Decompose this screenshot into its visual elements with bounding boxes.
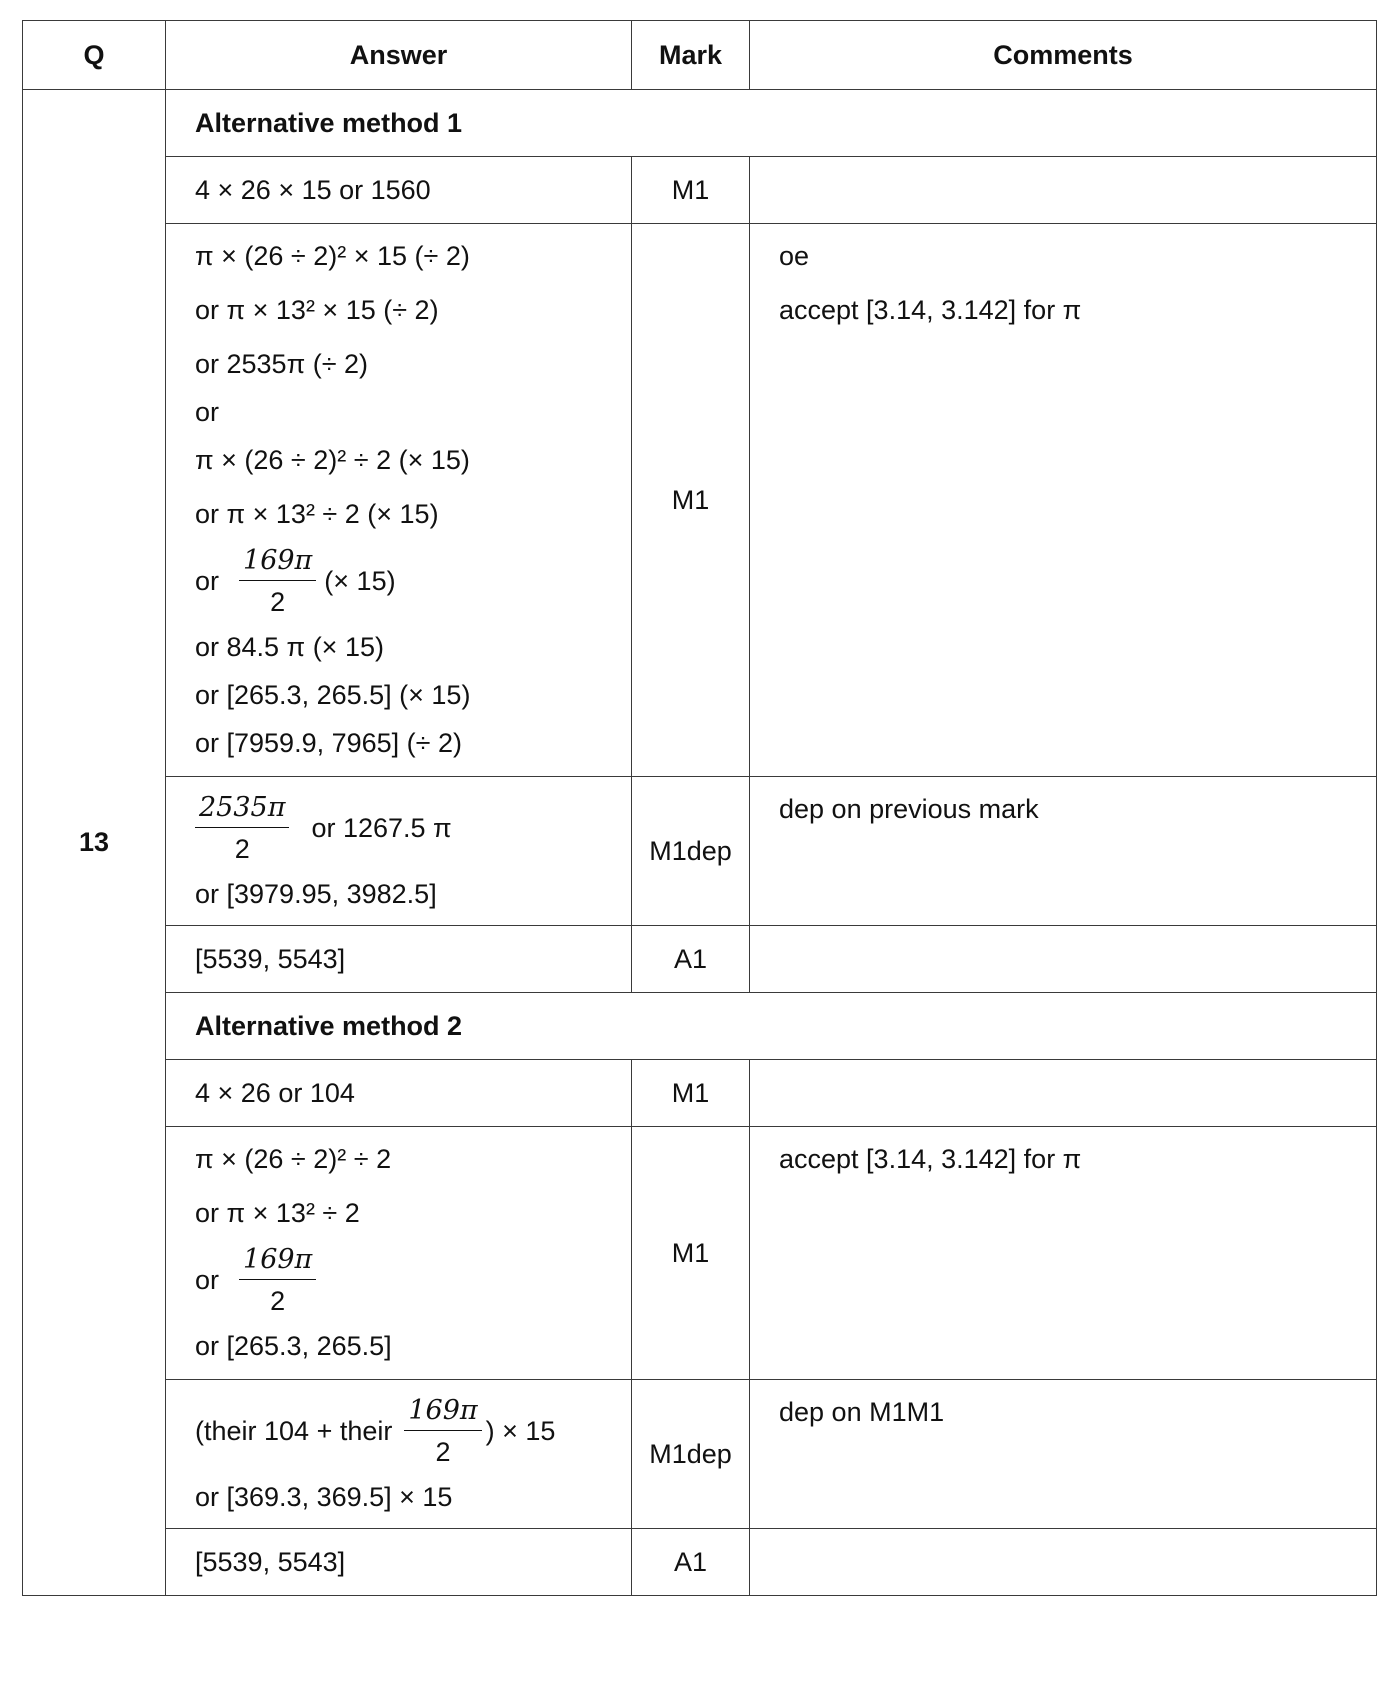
comment-line: accept [3.14, 3.142] for π [779,1144,1082,1174]
table-row [23,777,1377,926]
fraction-denominator: 2 [270,587,286,617]
table-row [23,157,1377,224]
table-row [23,224,1377,777]
mark-cell: M1 [632,157,750,224]
fraction-line [195,546,621,617]
comment-line: oe [779,241,810,271]
answer-line: or π × 13² × 15 (÷ 2) [195,295,439,325]
comment-cell [750,1529,1377,1596]
comment-cell [750,224,1377,777]
method-2-title-row [23,993,1377,1060]
header-answer: Answer [166,21,632,90]
table-row [23,1380,1377,1529]
mark-cell: M1 [632,1127,750,1380]
fraction [195,793,289,864]
answer-cell [166,1127,632,1380]
comment-line: dep on previous mark [779,794,1039,824]
answer-text: 4 × 26 or 104 [195,1077,355,1108]
comment-line: dep on M1M1 [779,1397,945,1427]
comment-cell [750,157,1377,224]
fraction [404,1396,481,1467]
answer-cell [166,1529,632,1596]
comment-cell [750,1127,1377,1380]
mark-cell: M1 [632,1060,750,1127]
answer-cell [166,1060,632,1127]
fraction [239,1245,316,1316]
answer-line: π × (26 ÷ 2)² ÷ 2 (× 15) [195,445,470,475]
answer-line: or π × 13² ÷ 2 (× 15) [195,499,439,529]
comment-cell [750,926,1377,993]
answer-line: or [265.3, 265.5] (× 15) [195,680,471,710]
answer-cell [166,1380,632,1529]
method-1-title: Alternative method 1 [166,90,1377,157]
comment-cell [750,1380,1377,1529]
header-mark: Mark [632,21,750,90]
fraction-numerator: 169π [239,546,316,581]
fraction-denominator: 2 [435,1437,451,1467]
mark-cell: M1dep [632,1380,750,1529]
question-number: 13 [23,90,166,1596]
header-row [23,21,1377,90]
mark-cell: A1 [632,1529,750,1596]
fraction-suffix: or 1267.5 π [311,813,452,843]
mark-scheme-table [22,20,1377,1596]
fraction-prefix: (their 104 + their [195,1416,393,1446]
mark-cell: M1 [632,224,750,777]
answer-cell [166,157,632,224]
fraction-suffix: (× 15) [324,566,396,596]
answer-line: or 2535π (÷ 2) [195,349,369,379]
fraction-prefix: or [195,1265,220,1295]
header-q: Q [23,21,166,90]
answer-line: or [195,397,220,427]
header-comments: Comments [750,21,1377,90]
answer-text: [5539, 5543] [195,1546,346,1577]
answer-line: or [3979.95, 3982.5] [195,879,437,909]
fraction-line [195,1396,621,1467]
answer-line: or π × 13² ÷ 2 [195,1198,360,1228]
fraction-line [195,1245,621,1316]
answer-line: π × (26 ÷ 2)² ÷ 2 [195,1144,392,1174]
table-row [23,1060,1377,1127]
method-1-title-row [23,90,1377,157]
answer-text: [5539, 5543] [195,943,346,974]
answer-line: or 84.5 π (× 15) [195,632,384,662]
fraction-numerator: 169π [404,1396,481,1431]
answer-line: or [7959.9, 7965] (÷ 2) [195,728,462,758]
comment-cell [750,777,1377,926]
answer-line: π × (26 ÷ 2)² × 15 (÷ 2) [195,241,470,271]
mark-cell: M1dep [632,777,750,926]
method-2-title: Alternative method 2 [166,993,1377,1060]
fraction [239,546,316,617]
fraction-prefix: or [195,566,220,596]
comment-cell [750,1060,1377,1127]
table-row [23,1529,1377,1596]
fraction-numerator: 169π [239,1245,316,1280]
comment-line: accept [3.14, 3.142] for π [779,295,1082,325]
answer-cell [166,777,632,926]
answer-line: or [265.3, 265.5] [195,1331,392,1361]
answer-line: or [369.3, 369.5] × 15 [195,1482,453,1512]
table-row [23,926,1377,993]
mark-cell: A1 [632,926,750,993]
fraction-denominator: 2 [270,1286,286,1316]
fraction-denominator: 2 [234,834,250,864]
fraction-numerator: 2535π [195,793,289,828]
answer-text: 4 × 26 × 15 or 1560 [195,174,431,205]
answer-cell [166,926,632,993]
answer-cell [166,224,632,777]
fraction-suffix: ) × 15 [485,1416,556,1446]
fraction-line [195,793,621,864]
table-row [23,1127,1377,1380]
